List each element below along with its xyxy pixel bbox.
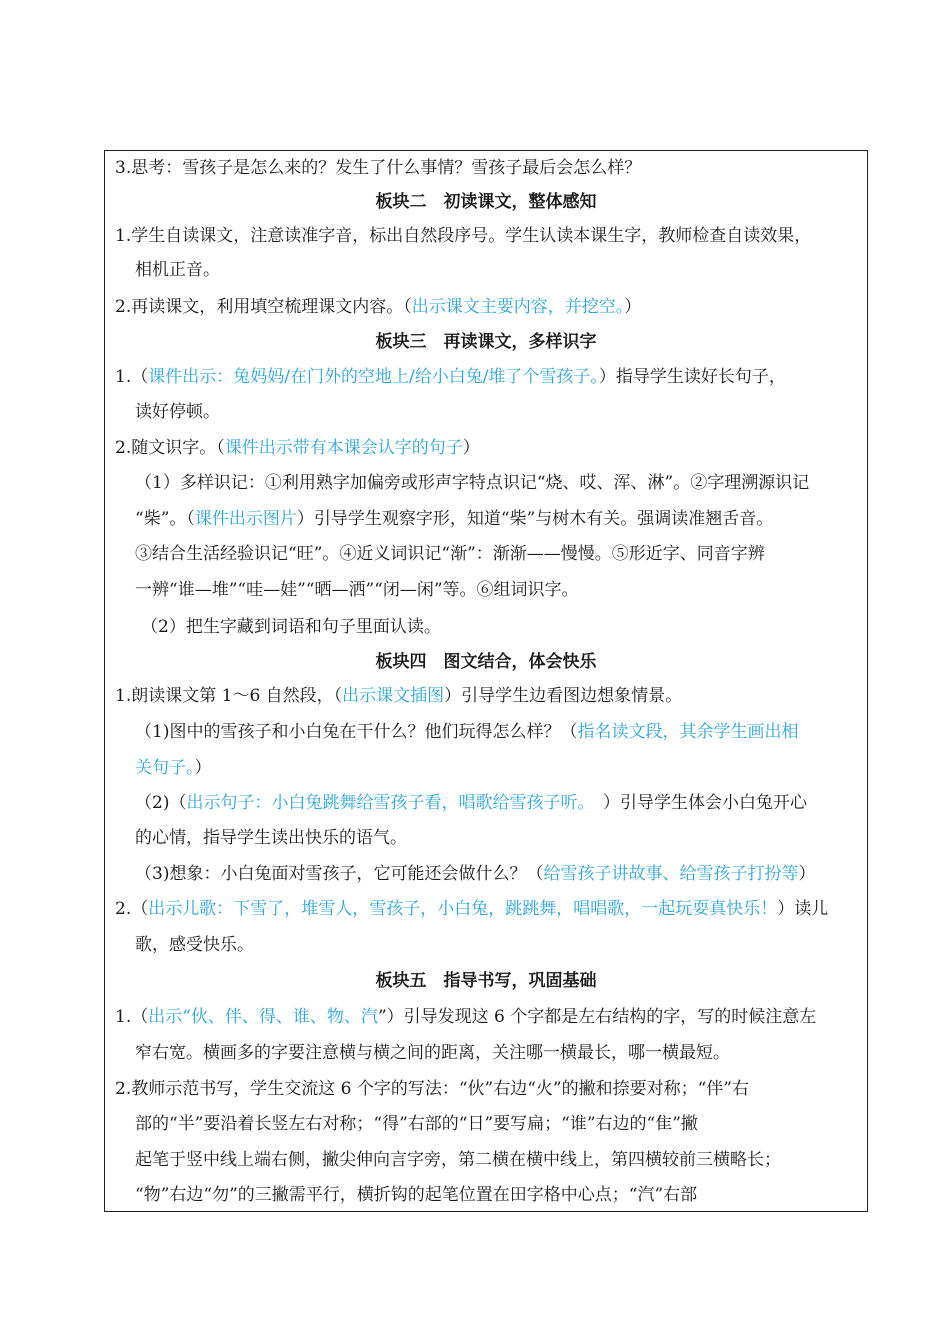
text-line [135,721,859,743]
line-text: 2.随文识字。（ [115,438,225,458]
line-text: 2.（ [115,899,149,919]
line-text: 的心情，指导学生读出快乐的语气。 [135,828,407,848]
line-text: 部的“半”要沿着长竖左右对称；“得”右部的“日”要写扁；“谁”右边的“隹”撇 [135,1114,698,1134]
line-text: ） [798,864,816,884]
line-text: 1.（ [115,367,149,387]
line-text: ）读儿 [777,899,829,919]
text-line [135,401,859,423]
text-line [115,898,859,920]
line-text: 1.朗读课文第 1～6 自然段，（ [115,686,343,706]
line-text: （3)想象：小白兔面对雪孩子，它可能还会做什么？（ [135,864,544,884]
text-line [135,934,859,956]
text-line [135,1042,859,1064]
text-line [115,1006,859,1028]
line-text: 相机正音。 [135,260,220,280]
text-line [135,259,859,281]
lesson-plan-table-cell [104,150,868,1212]
text-line [135,508,859,530]
line-text: ）引导学生边看图边想象情景。 [444,686,683,706]
courseware-note: 出示课文主要内容，并挖空。 [411,297,625,317]
section-heading: 板块二 初读课文，整体感知 [375,192,597,212]
line-text: 2.再读课文，利用填空梳理课文内容。（ [115,297,412,317]
section-heading: 板块三 再读课文，多样识字 [375,332,597,352]
line-text: （1）多样识记：①利用熟字加偏旁或形声字特点识记“烧、哎、浑、淋”。②字理溯源识记 [135,473,810,493]
line-text: ”）引导发现这 6 个字都是左右结构的字，写的时候注意左 [377,1007,817,1027]
courseware-note: 课件出示带有本课会认字的句子 [224,438,463,458]
courseware-note: 课件出示图片 [194,509,297,529]
courseware-note: 出示课文插图 [342,686,445,706]
text-line [115,1078,859,1100]
line-text: “柴”。（ [135,509,195,529]
courseware-note: 出示儿歌：下雪了，堆雪人，雪孩子，小白兔，跳跳舞，唱唱歌，一起玩耍真快乐！ [148,899,778,919]
text-line [135,543,859,565]
line-text: ③结合生活经验识记“旺”。④近义词识记“渐”：渐渐——慢慢。⑤形近字、同音字辨 [135,544,765,564]
line-text: 1.（ [115,1007,149,1027]
line-text: ）引导学生体会小白兔开心 [585,793,807,813]
line-text: ）引导学生观察字形，知道“柴”与树木有关。强调读准翘舌音。 [296,509,774,529]
section-heading: 板块五 指导书写，巩固基础 [375,971,597,991]
text-line [135,792,859,814]
line-text: ） [624,297,642,317]
text-line [135,1184,859,1206]
courseware-note: 出示“伙、伴、得、谁、物、汽 [148,1007,378,1027]
line-text: 读好停顿。 [135,402,220,422]
text-line [115,157,859,179]
line-text: 窄右宽。横画多的字要注意横与横之间的距离，关注哪一横最长，哪一横最短。 [135,1043,730,1063]
courseware-note: 给雪孩子讲故事、给雪孩子打扮等 [543,864,799,884]
text-line [115,437,859,459]
text-line [135,579,859,601]
line-text: （2）把生字藏到词语和句子里面认读。 [141,617,441,637]
text-line [135,472,859,494]
line-text: ）指导学生读好长句子， [598,367,786,387]
line-text: 2.教师示范书写，学生交流这 6 个字的写法：“伙”右边“火”的撇和捺要对称；“伴”右 [115,1079,749,1099]
text-line [115,296,859,318]
text-line [115,225,859,247]
line-text: 一辨“谁—堆”“哇—娃”“晒—洒”“闭—闲”等。⑥组词识字。 [135,580,579,600]
text-line [115,366,859,388]
line-text: 3.思考：雪孩子是怎么来的？发生了什么事情？雪孩子最后会怎么样？ [115,158,642,178]
courseware-note: 课件出示：兔妈妈/在门外的空地上/给小白兔/堆了个雪孩子。 [148,367,599,387]
line-text: “物”右边“勿”的三撇需平行，横折钩的起笔位置在田字格中心点；“汽”右部 [135,1185,698,1205]
line-text: ） [194,758,212,778]
line-text: （2)（ [135,793,187,813]
line-text: （1)图中的雪孩子和小白兔在干什么？他们玩得怎么样？（ [135,722,578,742]
line-text: 歌，感受快乐。 [135,935,254,955]
line-text: ） [462,438,480,458]
text-line [135,863,859,885]
text-line [135,1149,859,1171]
text-line [135,757,859,779]
line-text: 1.学生自读课文，注意读准字音，标出自然段序号。学生认读本课生字，教师检查自读效果， [115,226,812,246]
courseware-note: 关句子。 [135,758,195,778]
courseware-note: 指名读文段，其余学生画出相 [577,722,799,742]
courseware-note: 出示句子：小白兔跳舞给雪孩子看，唱歌给雪孩子听。 [186,793,586,813]
section-heading: 板块四 图文结合，体会快乐 [375,652,597,672]
text-line [135,827,859,849]
text-line [115,685,859,707]
text-line [141,616,859,638]
text-line [135,1113,859,1135]
line-text: 起笔于竖中线上端右侧，撇尖伸向言字旁，第二横在横中线上，第四横较前三横略长； [135,1150,781,1170]
